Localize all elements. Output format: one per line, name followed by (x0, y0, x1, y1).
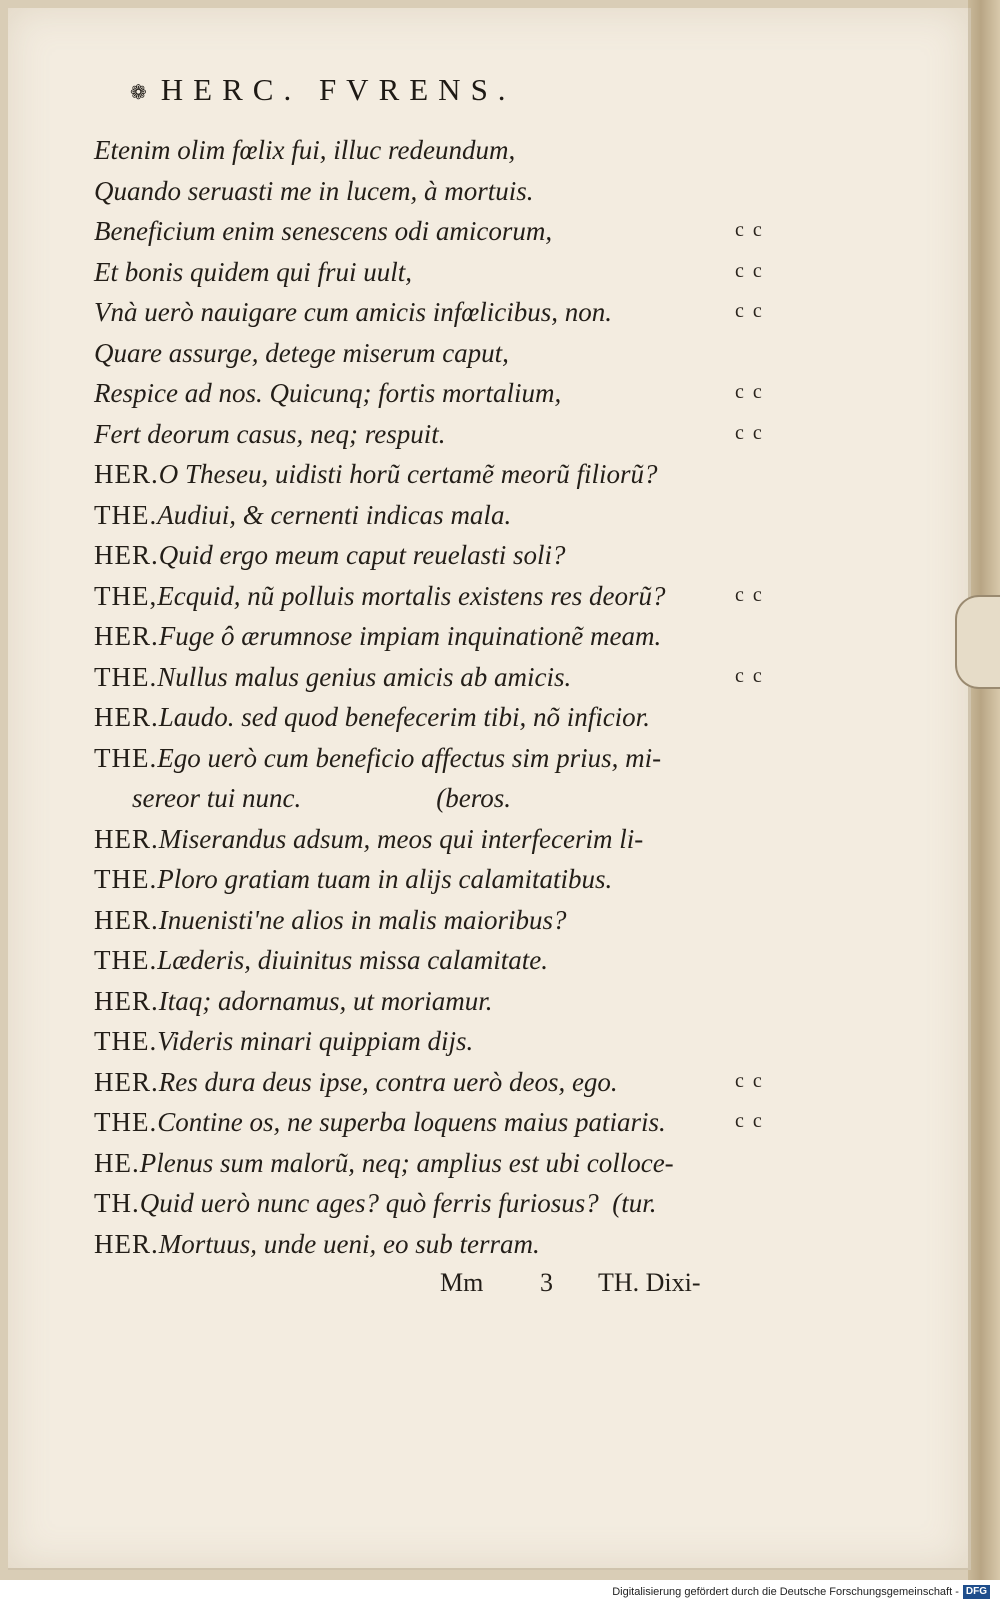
quotation-mark: c c (735, 1110, 764, 1132)
running-head: ❁ HERC. FVRENS. (130, 72, 516, 107)
speaker-label: HER. (94, 702, 159, 732)
text-line (94, 294, 612, 330)
verse-text: Res dura deus ipse, contra uerò deos, ego. (158, 1066, 618, 1097)
text-line (94, 254, 412, 290)
quotation-mark: c c (735, 583, 764, 606)
book-edge (968, 0, 1000, 1580)
verse-text: Fuge ô ærumnose impiam inquinationẽ meam. (158, 621, 662, 651)
verse-text: Quid ergo meum caput reuelasti soli? (158, 540, 566, 570)
speaker-label: TH. (94, 1188, 140, 1218)
verse-text: Et bonis quidem qui frui uult, (94, 256, 413, 287)
speaker-label: THE. (94, 1107, 158, 1137)
text-line (94, 1145, 674, 1181)
speaker-label: THE. (94, 945, 158, 975)
quotation-mark: c c (735, 1069, 764, 1092)
text-line (94, 416, 445, 452)
verse-text: Laudo. sed quod benefecerim tibi, nõ inficior. (158, 702, 650, 732)
verse-text: Ploro gratiam tuam in alijs calamitatibus. (157, 864, 613, 894)
verse-text: Mortuus, unde ueni, eo sub terram. (158, 1228, 540, 1259)
text-line (94, 740, 661, 776)
page-tab-marker (955, 595, 1000, 689)
text-line (94, 821, 643, 857)
text-line (94, 456, 657, 492)
text-line (94, 173, 533, 209)
speaker-label: HER. (94, 459, 159, 489)
speaker-label: HER. (94, 823, 159, 854)
verse-text: Plenus sum malorũ, neq; amplius est ubi colloce- (139, 1147, 674, 1178)
speaker-label: THE, (94, 580, 158, 611)
verse-text: Beneficium enim senescens odi amicorum, (94, 216, 553, 246)
text-line (94, 1226, 540, 1262)
text-line (94, 983, 493, 1019)
speaker-label: HER. (94, 1066, 159, 1097)
speaker-label: THE. (94, 864, 158, 894)
speaker-label: THE. (94, 1026, 158, 1056)
speaker-label: THE. (94, 742, 158, 773)
text-line (94, 699, 650, 735)
text-line (94, 375, 561, 411)
text-line (94, 659, 571, 695)
quotation-mark: c c (735, 219, 764, 241)
verse-text: Quare assurge, detege miserum caput, (94, 337, 509, 368)
text-line (94, 132, 515, 168)
digitization-credit (560, 1582, 990, 1602)
quotation-mark: c c (735, 381, 764, 403)
text-line (132, 780, 511, 816)
verse-text: Vnà uerò nauigare cum amicis infœlicibus, non. (94, 297, 612, 327)
speaker-label: HER. (94, 904, 159, 935)
quotation-mark: c c (735, 421, 764, 444)
quotation-mark: c c (735, 259, 764, 282)
verse-text: Fert deorum casus, neq; respuit. (94, 418, 446, 449)
signature-mark: Mm (440, 1268, 484, 1297)
dfg-logo: DFG (963, 1585, 990, 1599)
speaker-label: HER. (94, 621, 159, 651)
verse-text: Quid uerò nunc ages? quò ferris furiosus? (tur. (139, 1188, 657, 1218)
verse-text: sereor tui nunc. (beros. (132, 783, 511, 813)
text-line (94, 497, 511, 533)
verse-text: Contine os, ne superba loquens maius patiaris. (157, 1107, 666, 1137)
verse-text: Itaq; adornamus, ut moriamur. (158, 985, 493, 1016)
text-line (94, 618, 661, 654)
speaker-label: HER. (94, 985, 159, 1016)
verse-text: Respice ad nos. Quicunq; fortis mortalium, (94, 378, 562, 408)
text-line (94, 861, 612, 897)
verse-text: Quando seruasti me in lucem, à mortuis. (94, 175, 534, 206)
verse-text: Miserandus adsum, meos qui interfecerim li- (158, 823, 644, 854)
text-line (94, 1185, 657, 1221)
text-line (94, 537, 565, 573)
signature-number: 3 (540, 1268, 553, 1297)
quotation-mark: c c (735, 664, 764, 687)
speaker-label: HER. (94, 540, 159, 570)
verse-text: Nullus malus genius amicis ab amicis. (157, 661, 572, 692)
verse-text: Videris minari quippiam dijs. (157, 1026, 474, 1056)
fleuron-icon: ❁ (130, 82, 147, 105)
speaker-label: THE. (94, 499, 158, 530)
verse-text: Audiui, & cernenti indicas mala. (157, 499, 512, 530)
quotation-mark: c c (735, 300, 764, 322)
speaker-label: HER. (94, 1228, 159, 1259)
credit-text: Digitalisierung gefördert durch die Deutsche Forschungsgemeinschaft - (612, 1586, 959, 1598)
text-line (94, 213, 552, 249)
verse-text: Inuenisti'ne alios in malis maioribus? (158, 904, 567, 935)
verse-text: O Theseu, uidisti horũ certamẽ meorũ filiorũ? (158, 459, 658, 489)
speaker-label: HE. (94, 1147, 140, 1178)
text-line (94, 578, 665, 614)
text-line (94, 902, 567, 938)
text-line (94, 1064, 618, 1100)
verse-text: Etenim olim fœlix fui, illuc redeundum, (94, 135, 516, 165)
verse-text: Ego uerò cum beneficio affectus sim prius, mi- (157, 742, 662, 773)
catchword: TH. Dixi- (598, 1268, 701, 1297)
text-line (94, 1104, 666, 1140)
verse-text: Ecquid, nũ polluis mortalis existens res deorũ? (157, 580, 666, 611)
verse-text: Læderis, diuinitus missa calamitate. (157, 945, 549, 975)
speaker-label: THE. (94, 661, 158, 692)
text-line (94, 1023, 473, 1059)
text-line (94, 335, 509, 371)
text-line (94, 942, 548, 978)
